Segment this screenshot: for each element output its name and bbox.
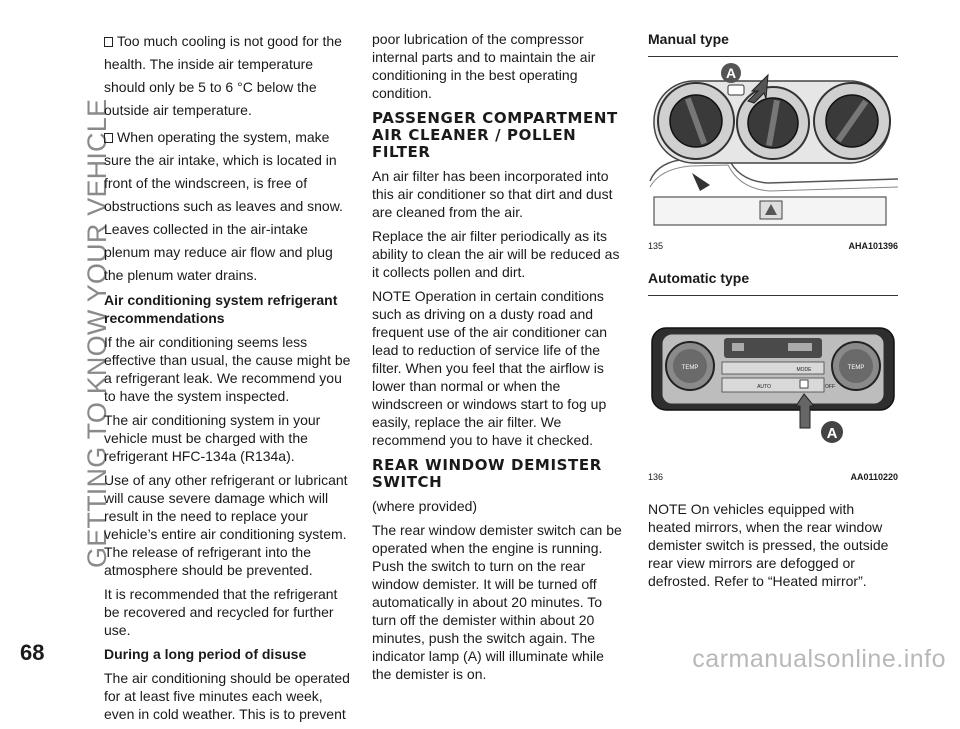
column-1 — [104, 30, 354, 729]
figure-caption — [648, 237, 898, 255]
bullet-box-icon — [104, 37, 113, 47]
bullet-cooling: Too much cooling is not good for the health. The inside air temperature should only be 5 to 6 °C below the outside air temperature. — [104, 33, 342, 118]
side-section-title — [52, 8, 112, 608]
heading-rear-demister: REAR WINDOW DEMISTER SWITCH — [372, 456, 602, 491]
subheading-disuse: During a long period of disuse — [104, 646, 307, 662]
figure-code: AA0110220 — [850, 472, 898, 482]
paragraph: Use of any other refrigerant or lubricant will cause severe damage which will result in the need to replace your vehicle’s entire air conditioning system. The release of refrigerant into the atmosphere should be prevented. — [104, 472, 348, 578]
paragraph: Replace the air filter periodically as its ability to clean the air will be reduced as it collects pollen and dirt. — [372, 228, 620, 280]
mode-label: MODE — [796, 367, 812, 373]
page-number: 68 — [20, 640, 45, 665]
figure-number: 135 — [648, 241, 664, 251]
figure-code: AHA101396 — [848, 241, 898, 251]
paragraph: It is recommended that the refrigerant be recovered and recycled for further use. — [104, 586, 338, 638]
figure-automatic-controls — [648, 320, 898, 486]
watermark-text: carmanualsonline.info — [692, 645, 946, 673]
paragraph: The air conditioning system in your vehicle must be charged with the refrigerant HFC-134a (R134a). — [104, 412, 321, 464]
heading-pollen-filter: PASSENGER COMPARTMENT AIR CLEANER / POLLEN FILTER — [372, 109, 618, 161]
side-section-title-text: GETTING TO KNOW YOUR VEHICLE — [82, 98, 112, 568]
paragraph: An air filter has been incorporated into this air conditioner so that dirt and dust are cleaned from the air. — [372, 168, 613, 220]
paragraph: (where provided) — [372, 498, 478, 514]
automatic-controls-illustration — [648, 320, 898, 458]
note-paragraph: NOTE On vehicles equipped with heated mirrors, when the rear window demister switch is pressed, the outside rear view mirrors are defogged or defrosted. Refer to “Heated mirror”. — [648, 501, 889, 589]
temp-right-label: TEMP — [847, 365, 865, 371]
figure-rule — [648, 295, 898, 296]
paragraph: If the air conditioning seems less effective than usual, the cause might be a refrigerant leak. We recommend you to have the system inspected. — [104, 334, 351, 404]
bullet-box-icon — [104, 133, 113, 143]
temp-left-label: TEMP — [681, 365, 699, 371]
figure-number: 136 — [648, 472, 664, 482]
callout-a-manual: A — [725, 65, 737, 81]
paragraph: poor lubrication of the compressor internal parts and to maintain the air conditioning in the best operating condition. — [372, 31, 596, 101]
bullet-air-intake: When operating the system, make sure the air intake, which is located in front of the windscreen, is free of obstructions such as leaves and snow. Leaves collected in the air-intake plenum may reduce air flow and plug the plenum water drains. — [104, 129, 343, 283]
paragraph: The air conditioning should be operated for at least five minutes each week, even in cold weather. This is to prevent — [104, 670, 350, 722]
figure-manual-controls — [648, 61, 898, 255]
automatic-type-title: Automatic type — [648, 270, 750, 286]
auto-label: AUTO — [757, 384, 771, 390]
column-2 — [372, 30, 624, 689]
column-3 — [648, 30, 898, 596]
subheading-refrigerant: Air conditioning system refrigerant recommendations — [104, 292, 338, 326]
figure-rule — [648, 56, 898, 57]
callout-a-automatic: A — [826, 425, 838, 442]
off-label: OFF — [825, 384, 835, 390]
note-paragraph: NOTE Operation in certain conditions such as driving on a dusty road and frequent use of the air conditioner can lead to reduction of service life of the filter. When you feel that the airflow is lower than normal or when the windscreen or windows start to fog up easily, replace the air filter. We recommend you to have it checked. — [372, 288, 608, 448]
manual-type-title: Manual type — [648, 31, 729, 47]
paragraph: The rear window demister switch can be operated when the engine is running. Push the switch to turn on the rear window demister. It will be turned off automatically in about 20 minutes. To turn off the demister within about 20 minutes, push the switch again. The indicator lamp (A) will illuminate while the demister is on. — [372, 522, 622, 682]
figure-caption — [648, 468, 898, 486]
manual-controls-illustration — [648, 61, 898, 227]
